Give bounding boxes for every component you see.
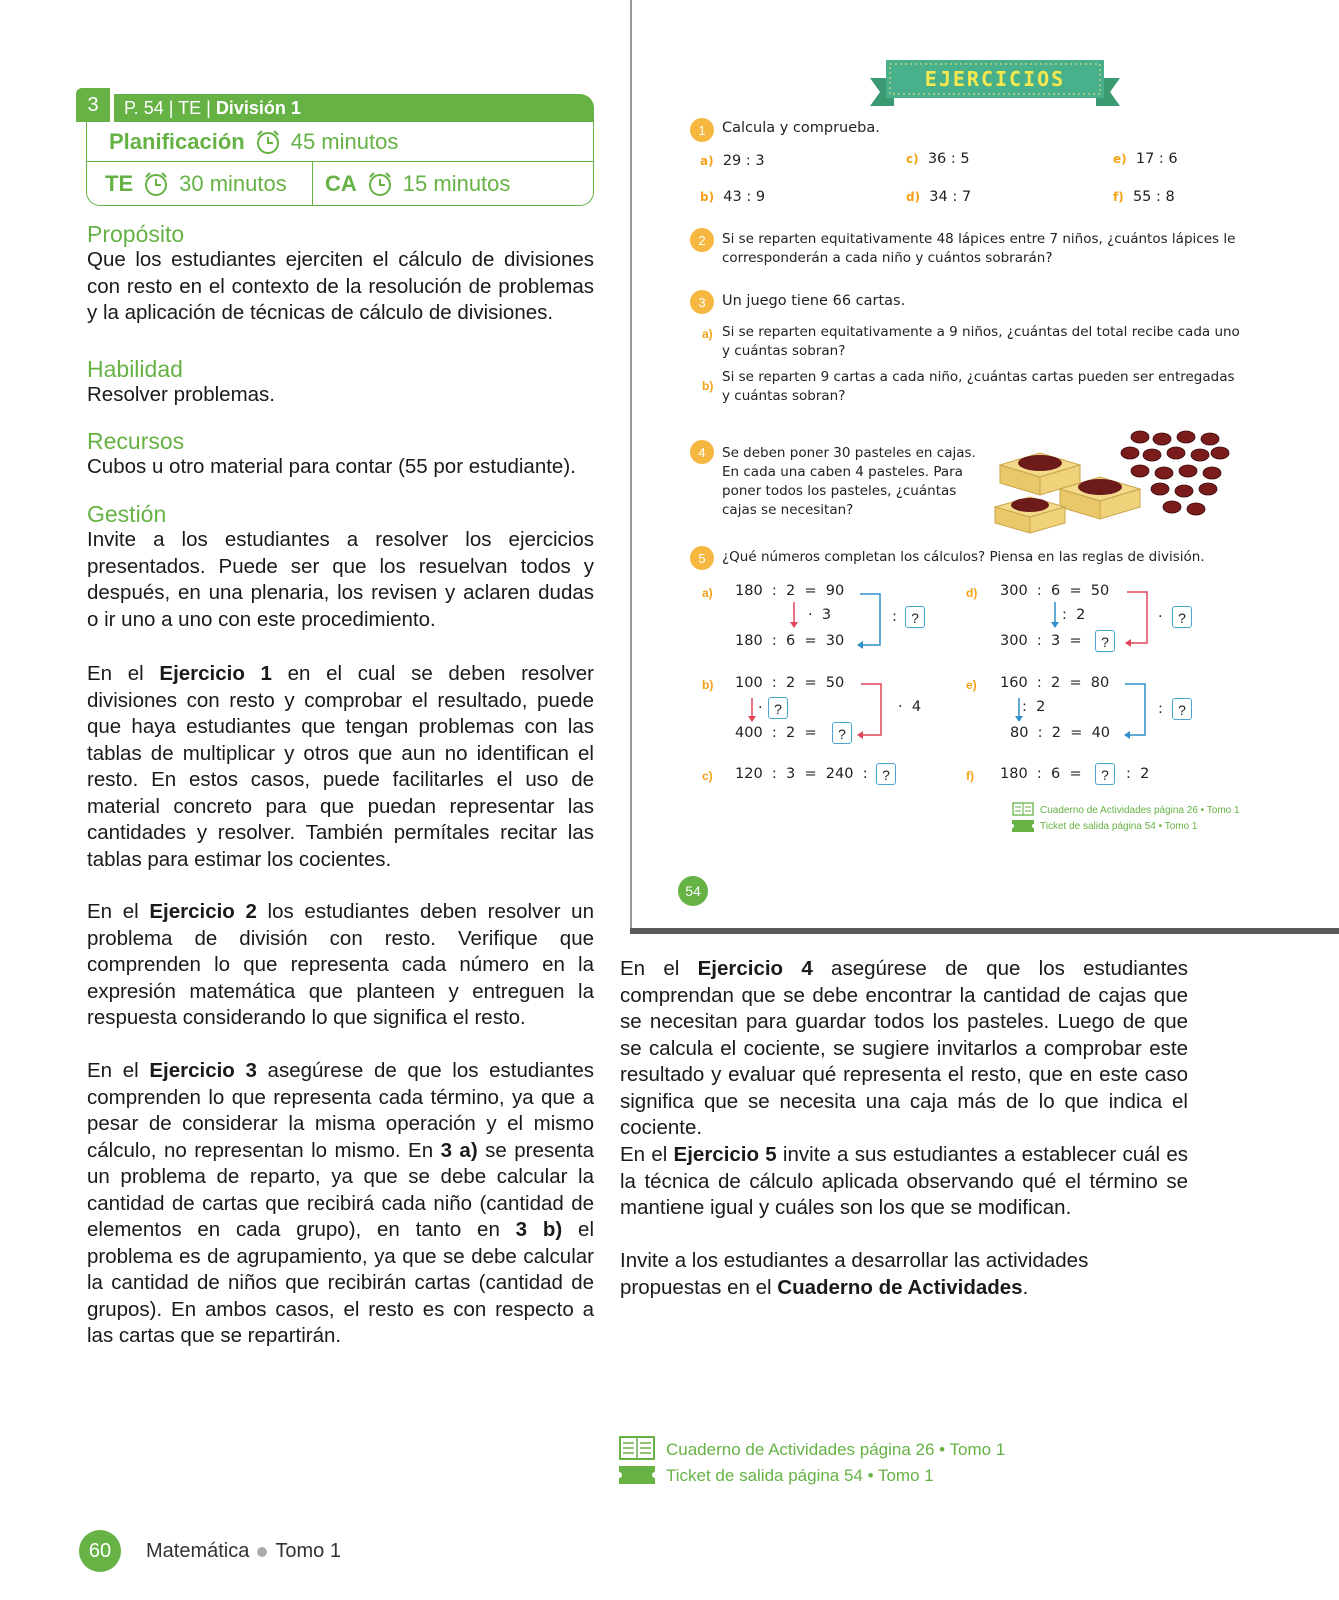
exercise-5a-top: 180 : 2 = 90 bbox=[735, 583, 845, 599]
student-foot-ref-2: Ticket de salida página 54 • Tomo 1 bbox=[1040, 821, 1198, 832]
exercise-1-number: 1 bbox=[690, 118, 714, 142]
page-ref: P. 54 bbox=[124, 98, 164, 118]
exercise-2-line-1: Si se reparten equitativamente 48 lápices entre 7 niños, ¿cuántos lápices le bbox=[722, 231, 1236, 247]
habilidad-title: Habilidad bbox=[87, 356, 183, 382]
exercise-5c-expr: 120 : 3 = 240 : bbox=[735, 766, 868, 782]
planning-row bbox=[87, 122, 593, 162]
exercise-5a-arrows bbox=[785, 590, 885, 650]
exercise-1-item-c: c) 36 : 5 bbox=[906, 151, 970, 167]
te-label: TE bbox=[105, 171, 134, 196]
exercise-5f-pre: 180 : 6 = bbox=[1000, 766, 1082, 782]
exercise-5e-top: 160 : 2 = 80 bbox=[1000, 675, 1110, 691]
alarm-clock-icon bbox=[367, 171, 393, 197]
exercise-1-prompt: Calcula y comprueba. bbox=[722, 120, 880, 136]
te-ref: TE bbox=[178, 98, 202, 118]
ref-ticket: Ticket de salida página 54 • Tomo 1 bbox=[666, 1466, 934, 1485]
exercise-5b-side-op: · 4 bbox=[898, 699, 922, 715]
planning-label: Planificación bbox=[109, 128, 245, 154]
te-time-cell bbox=[87, 162, 313, 206]
ref-cuaderno: Cuaderno de Actividades página 26 • Tomo 1 bbox=[666, 1440, 1006, 1459]
alarm-clock-icon bbox=[255, 129, 281, 155]
exercise-3-a-line-2: y cuántas sobran? bbox=[722, 343, 846, 359]
planning-time: 45 minutos bbox=[290, 128, 399, 154]
ca-label: CA bbox=[325, 171, 357, 196]
footer-subject: Matemática bbox=[146, 1540, 250, 1562]
exercise-3-number: 3 bbox=[690, 290, 714, 314]
paragraph-ejercicio-4: En el Ejercicio 4 asegúrese de que los estudiantes comprendan que se debe encontrar la cantidad de cajas que se necesitan para guardar todos los pasteles. Luego de que se calcula el cociente, se sugiere invitarlos a comprobar este resultado y evaluar qué representa el resto, que en este caso significa que se necesita una caja más de lo que indica el cociente. bbox=[620, 957, 1188, 1139]
exercise-5a-answer-box[interactable]: ? bbox=[905, 606, 925, 628]
exercise-5b-factor-box[interactable]: ? bbox=[768, 697, 788, 719]
exercise-5d-answer-box[interactable]: ? bbox=[1095, 630, 1115, 652]
lesson-ref-bar: P. 54 | TE | División 1 bbox=[114, 94, 594, 122]
exercise-4-number: 4 bbox=[690, 440, 714, 464]
ticket-icon bbox=[619, 1466, 655, 1484]
habilidad-text: Resolver problemas. bbox=[87, 383, 275, 406]
exercise-3-b-line-1: Si se reparten 9 cartas a cada niño, ¿cuántas cartas pueden ser entregadas bbox=[722, 369, 1235, 385]
exercise-5d-arrows bbox=[1045, 590, 1155, 650]
paragraph-cuaderno: Invite a los estudiantes a desarrollar las actividades propuestas en el Cuaderno de Actividades. bbox=[620, 1249, 1089, 1299]
exercise-5d-label: d) bbox=[966, 586, 978, 600]
page-number: 60 bbox=[79, 1530, 121, 1572]
exercise-1-item-f: f) 55 : 8 bbox=[1113, 189, 1175, 205]
student-page-number: 54 bbox=[678, 876, 708, 906]
notebook-icon bbox=[619, 1436, 655, 1460]
recursos-title: Recursos bbox=[87, 428, 185, 454]
exercise-5d-side-box[interactable]: ? bbox=[1172, 606, 1192, 628]
lesson-number: 3 bbox=[76, 88, 110, 122]
exercise-5-prompt: ¿Qué números completan los cálculos? Piensa en las reglas de división. bbox=[722, 549, 1205, 565]
exercise-1-item-a: a) 29 : 3 bbox=[700, 153, 765, 169]
exercise-5b-arrows bbox=[745, 682, 885, 742]
notebook-icon bbox=[1012, 802, 1034, 816]
banner-text: EJERCICIOS bbox=[924, 67, 1066, 91]
ca-time: 15 minutos bbox=[402, 171, 511, 196]
ca-time-cell bbox=[313, 162, 593, 206]
exercise-3-a-label: a) bbox=[702, 327, 713, 341]
exercise-5e-side-box[interactable]: ? bbox=[1172, 698, 1192, 720]
paragraph-ejercicio-5: En el Ejercicio 5 invite a sus estudiantes a establecer cuál es la técnica de cálculo aplicada observando qué el término se mantiene igual y cuáles son los que se modifican. bbox=[620, 1143, 1188, 1219]
exercise-5e-bottom: 80 : 2 = 40 bbox=[1010, 725, 1111, 741]
exercise-3-prompt: Un juego tiene 66 cartas. bbox=[722, 293, 906, 309]
exercise-5f-answer-box[interactable]: ? bbox=[1095, 763, 1115, 785]
exercise-5e-label: e) bbox=[966, 678, 977, 692]
alarm-clock-icon bbox=[143, 171, 169, 197]
exercise-5c-answer-box[interactable]: ? bbox=[876, 763, 896, 785]
exercise-4-line-4: cajas se necesitan? bbox=[722, 502, 854, 518]
exercise-5a-label: a) bbox=[702, 586, 713, 600]
student-foot-ref-1: Cuaderno de Actividades página 26 • Tomo 1 bbox=[1040, 805, 1240, 816]
exercise-5d-side-op: · bbox=[1158, 609, 1163, 625]
exercise-5b-label: b) bbox=[702, 678, 714, 692]
exercise-5a-bottom: 180 : 6 = 30 bbox=[735, 633, 845, 649]
exercise-5b-answer-box[interactable]: ? bbox=[832, 722, 852, 744]
gestion-title: Gestión bbox=[87, 501, 167, 527]
planning-box bbox=[86, 122, 594, 206]
exercise-5b-top: 100 : 2 = 50 bbox=[735, 675, 845, 691]
paragraph-ejercicio-1: En el Ejercicio 1 en el cual se deben resolver divisiones con resto y comprobar el resultado, puede que haya estudiantes que tengan problemas con las tablas de multiplicar y otros que aun no identifican el resto. En estos casos, puede facilitarles el uso de material concreto para que puedan representar las cantidades y resolver. También permítales recitar las tablas para estimar los cocientes. bbox=[87, 662, 595, 871]
exercise-2-line-2: corresponderán a cada niño y cuántos sobrarán? bbox=[722, 250, 1053, 266]
exercise-5a-side-op: : bbox=[892, 609, 897, 625]
exercise-5e-arrows bbox=[1010, 682, 1150, 742]
exercise-2-number: 2 bbox=[690, 228, 714, 252]
exercise-5b-factor-op: · bbox=[758, 700, 763, 716]
gestion-text: Invite a los estudiantes a resolver los ejercicios presentados. Puede ser que los resuelvan todos y después, en una plenaria, los revisen y aclaren dudas o ir uno a uno con este procedimiento. bbox=[87, 528, 594, 631]
ticket-icon bbox=[1012, 820, 1034, 832]
proposito-title: Propósito bbox=[87, 221, 185, 247]
exercise-1-item-b: b) 43 : 9 bbox=[700, 189, 766, 205]
exercise-5d-top: 300 : 6 = 50 bbox=[1000, 583, 1110, 599]
exercise-4-line-3: poner todos los pasteles, ¿cuántas bbox=[722, 483, 957, 499]
exercise-3-b-label: b) bbox=[702, 379, 714, 393]
exercise-1-item-e: e) 17 : 6 bbox=[1113, 151, 1178, 167]
paragraph-ejercicio-2: En el Ejercicio 2 los estudiantes deben resolver un problema de división con resto. Verifique que comprenden lo que representa cada número en la expresión matemática que planteen y entreguen la respuesta considerando lo que significa el resto. bbox=[87, 900, 594, 1029]
exercise-4-line-1: Se deben poner 30 pasteles en cajas. bbox=[722, 445, 976, 461]
exercise-5f-label: f) bbox=[966, 769, 974, 783]
bullet-icon bbox=[257, 1547, 267, 1557]
exercise-3-a-line-1: Si se reparten equitativamente a 9 niños, ¿cuántas del total recibe cada uno bbox=[722, 324, 1240, 340]
exercise-1-item-d: d) 34 : 7 bbox=[906, 189, 972, 205]
exercise-5f-post: : 2 bbox=[1126, 766, 1150, 782]
proposito-text: Que los estudiantes ejerciten el cálculo de divisiones con resto en el contexto de la resolución de problemas y la aplicación de técnicas de cálculo de divisiones. bbox=[87, 248, 594, 324]
ejercicios-banner bbox=[870, 60, 1120, 108]
footer-text bbox=[146, 1540, 341, 1563]
pastry-boxes-illustration bbox=[990, 425, 1230, 535]
exercise-5b-bottom: 400 : 2 = bbox=[735, 725, 817, 741]
paragraph-ejercicio-3: En el Ejercicio 3 asegúrese de que los estudiantes comprenden lo que representa cada término, ya que a pesar de considerar la misma operación y el mismo cálculo, no representan lo mismo. En 3 a) se presenta un problema de reparto, ya que se debe calcular la cantidad de cartas que recibirá cada niño (cantidad de elementos en cada grupo), en tanto en 3 b) el problema es de agrupamiento, ya que se debe calcular la cantidad de niños que recibirán cartas (cantidad de grupos). En ambos casos, el resto es con respecto a las cartas que se repartirán. bbox=[87, 1059, 595, 1347]
exercise-3-b-line-2: y cuántas sobran? bbox=[722, 388, 846, 404]
footer-tomo: Tomo 1 bbox=[275, 1540, 341, 1562]
exercise-5-number: 5 bbox=[690, 546, 714, 570]
exercise-5e-factor: : 2 bbox=[1022, 699, 1046, 715]
exercise-5c-label: c) bbox=[702, 769, 713, 783]
recursos-text: Cubos u otro material para contar (55 por estudiante). bbox=[87, 455, 576, 478]
te-time: 30 minutos bbox=[179, 171, 287, 196]
exercise-5d-factor: : 2 bbox=[1062, 607, 1086, 623]
exercise-5a-factor: · 3 bbox=[808, 607, 832, 623]
exercise-4-line-2: En cada una caben 4 pasteles. Para bbox=[722, 464, 963, 480]
unit-title: División 1 bbox=[215, 98, 301, 118]
exercise-5d-bottom: 300 : 3 = bbox=[1000, 633, 1082, 649]
exercise-5e-side-op: : bbox=[1158, 701, 1163, 717]
lesson-header bbox=[76, 88, 594, 208]
